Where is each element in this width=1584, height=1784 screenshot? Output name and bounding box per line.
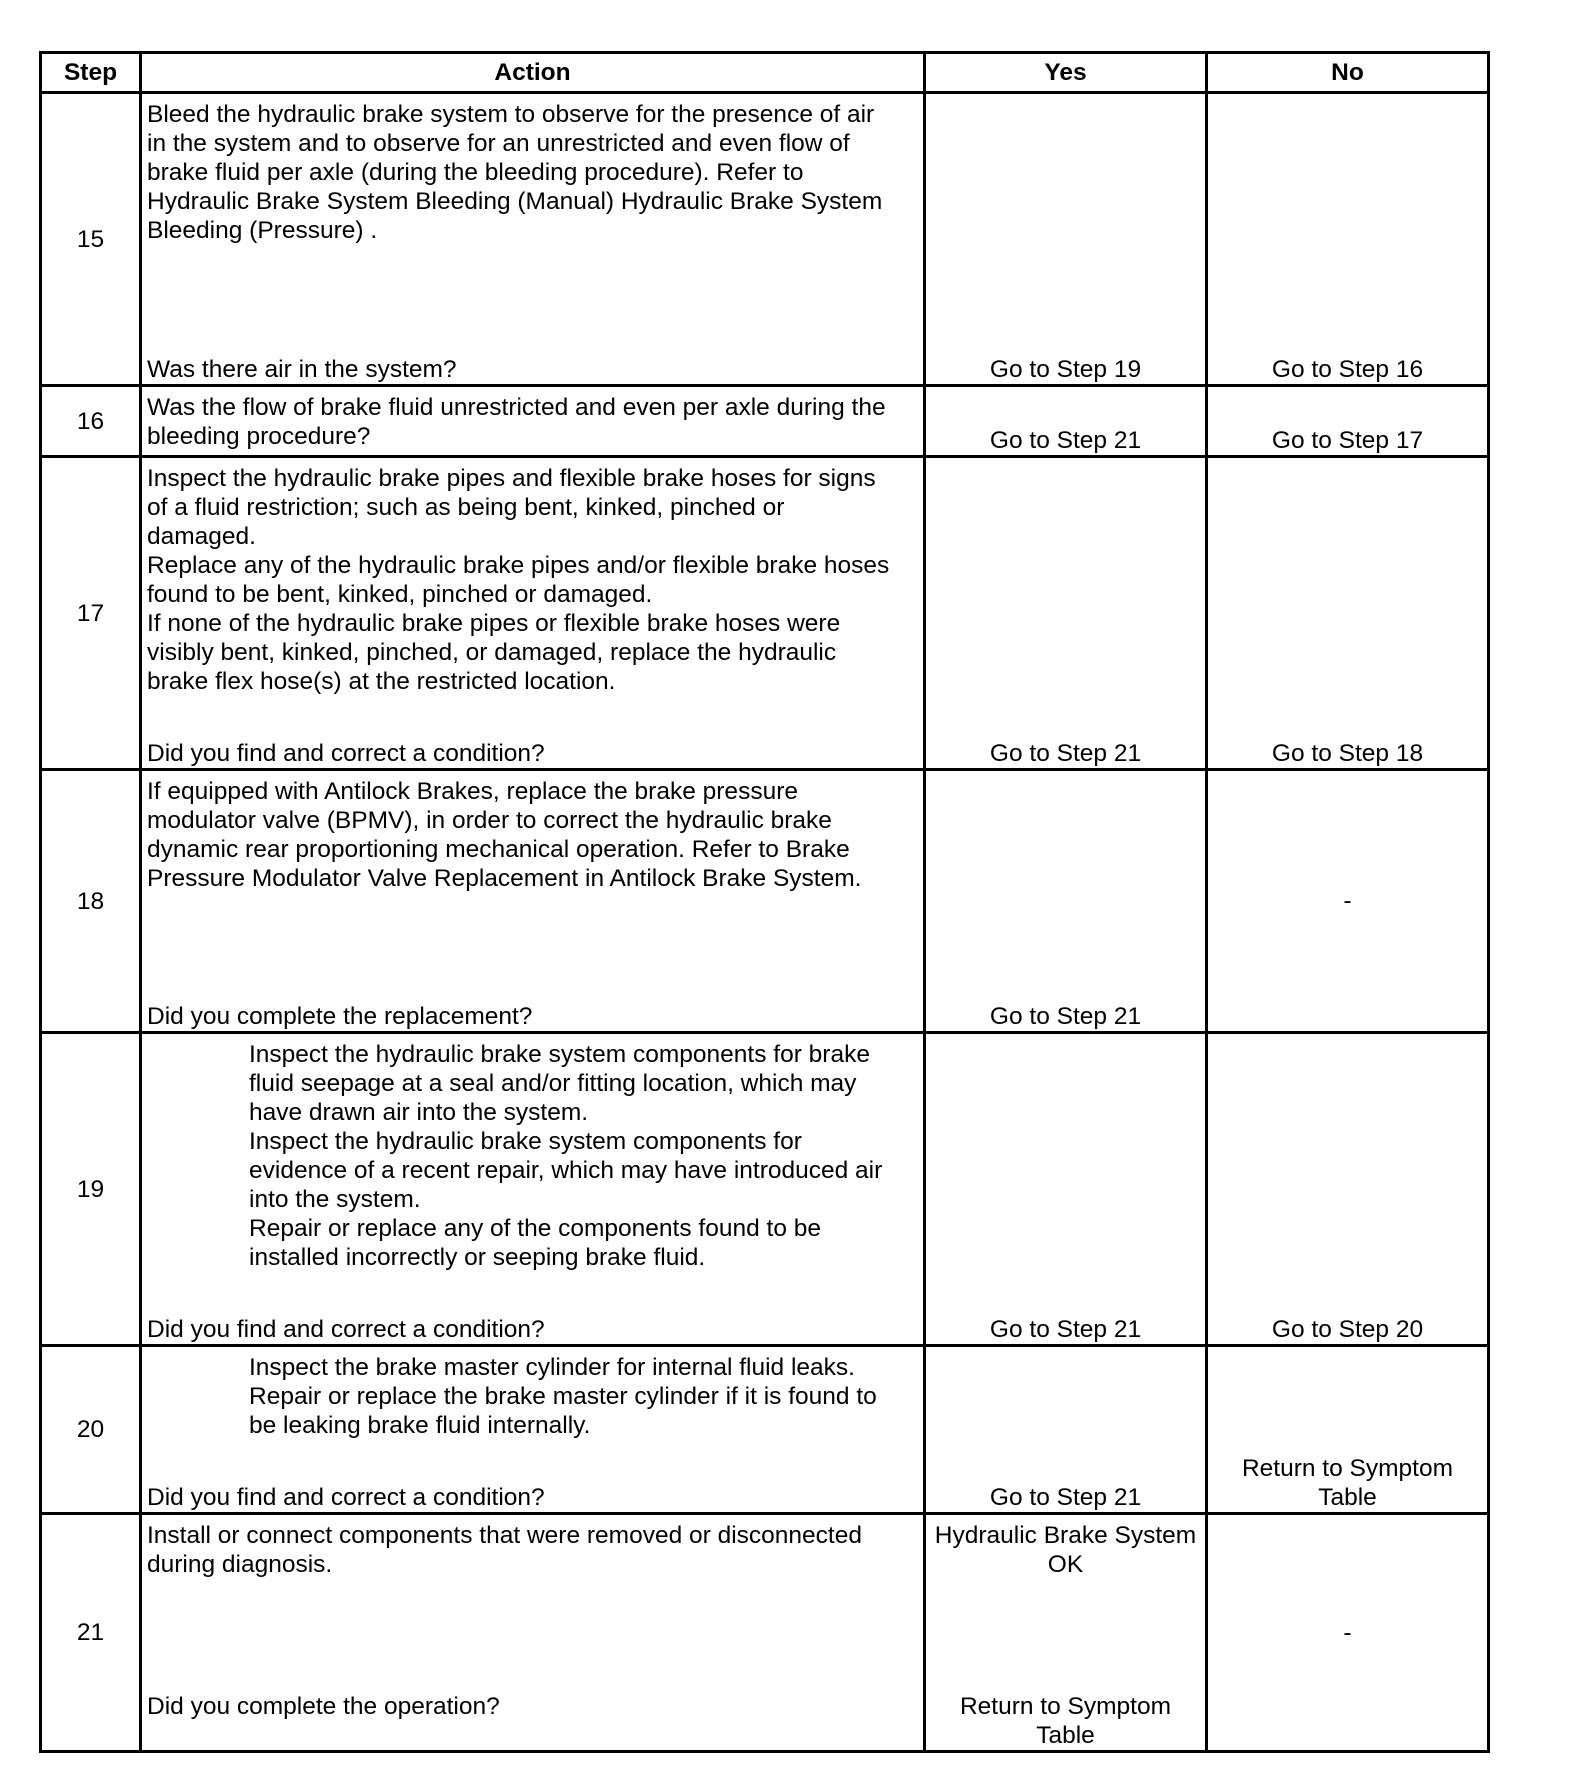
yes-cell xyxy=(925,770,1207,1033)
yes-text: Go to Step 19 xyxy=(989,356,1142,383)
question-text: Did you complete the replacement? xyxy=(147,1003,533,1030)
action-text: Was the flow of brake fluid unrestricted and even per axle during the bleeding procedure? xyxy=(147,394,886,450)
action-cell xyxy=(141,1033,925,1346)
question-text: Did you find and correct a condition? xyxy=(147,740,545,767)
no-cell xyxy=(1207,93,1489,386)
action-text: Inspect the hydraulic brake system components for brake fluid seepage at a seal and/or fitting location, which may have drawn air into the system. Inspect the hydraulic brake system components for evidence of a recent repair, which may have introduced air into the system. Repair or replace any of the components found to be installed incorrectly or seeping brake fluid. xyxy=(249,1041,883,1271)
no-text: - xyxy=(1343,1619,1352,1646)
header-row xyxy=(41,53,1489,93)
action-cell xyxy=(141,1514,925,1752)
no-cell xyxy=(1207,1514,1489,1752)
question-text: Did you complete the operation? xyxy=(147,1693,500,1720)
yes-text: Go to Step 21 xyxy=(989,1003,1142,1030)
action-cell xyxy=(141,457,925,770)
action-text: Inspect the hydraulic brake pipes and flexible brake hoses for signs of a fluid restriction; such as being bent, kinked, pinched or damaged. Replace any of the hydraulic brake pipes and/or flexible brake hoses found to be bent, kinked, pinched or damaged. If none of the hydraulic brake pipes or flexible brake hoses were visibly bent, kinked, pinched, or damaged, replace the hydraulic brake flex hose(s) at the restricted location. xyxy=(147,465,890,695)
no-text: Go to Step 20 xyxy=(1271,1316,1424,1343)
action-text: Install or connect components that were removed or disconnected during diagnosis. xyxy=(147,1522,862,1578)
no-cell xyxy=(1207,386,1489,457)
step-number: 15 xyxy=(41,93,141,386)
action-cell xyxy=(141,770,925,1033)
yes-text: Go to Step 21 xyxy=(989,1316,1142,1343)
question-text: Did you find and correct a condition? xyxy=(147,1316,545,1343)
no-cell xyxy=(1207,1033,1489,1346)
yes-text: Go to Step 21 xyxy=(989,1484,1142,1511)
header-action: Action xyxy=(141,53,925,93)
action-text: Inspect the brake master cylinder for internal fluid leaks. Repair or replace the brake master cylinder if it is found to be leaking brake fluid internally. xyxy=(249,1354,877,1439)
yes-cell xyxy=(925,1346,1207,1514)
header-step: Step xyxy=(41,53,141,93)
table-row xyxy=(41,93,1489,386)
no-cell xyxy=(1207,457,1489,770)
header-no: No xyxy=(1207,53,1489,93)
yes-text: Go to Step 21 xyxy=(989,427,1142,454)
action-cell xyxy=(141,93,925,386)
step-number: 19 xyxy=(41,1033,141,1346)
yes-cell xyxy=(925,1033,1207,1346)
step-number: 18 xyxy=(41,770,141,1033)
yes-cell xyxy=(925,1514,1207,1752)
yes-cell xyxy=(925,457,1207,770)
yes-text: Return to Symptom Table xyxy=(959,1693,1172,1749)
question-text: Did you find and correct a condition? xyxy=(147,1484,545,1511)
yes-cell xyxy=(925,93,1207,386)
step-number: 21 xyxy=(41,1514,141,1752)
diagnostic-table xyxy=(39,51,1490,1753)
no-text: Go to Step 17 xyxy=(1271,427,1424,454)
table-row xyxy=(41,386,1489,457)
table-row xyxy=(41,1346,1489,1514)
yes-top-text: Hydraulic Brake System OK xyxy=(934,1522,1197,1578)
action-cell xyxy=(141,1346,925,1514)
no-text: - xyxy=(1343,887,1352,915)
action-text: If equipped with Antilock Brakes, replace the brake pressure modulator valve (BPMV), in order to correct the hydraulic brake dynamic rear proportioning mechanical operation. Refer to Brake Pressure Modulator Valve Replacement in Antilock Brake System. xyxy=(147,778,862,892)
table-row xyxy=(41,457,1489,770)
no-cell xyxy=(1207,770,1489,1033)
yes-text: Go to Step 21 xyxy=(989,740,1142,767)
no-text: Go to Step 16 xyxy=(1271,356,1424,383)
step-number: 16 xyxy=(41,386,141,457)
question-text: Was there air in the system? xyxy=(147,356,457,383)
yes-cell xyxy=(925,386,1207,457)
table-row xyxy=(41,770,1489,1033)
no-text: Return to Symptom Table xyxy=(1241,1455,1454,1511)
no-text: Go to Step 18 xyxy=(1271,740,1424,767)
no-cell xyxy=(1207,1346,1489,1514)
table-row xyxy=(41,1033,1489,1346)
step-number: 17 xyxy=(41,457,141,770)
step-number: 20 xyxy=(41,1346,141,1514)
action-text: Bleed the hydraulic brake system to observe for the presence of air in the system and to observe for an unrestricted and even flow of brake fluid per axle (during the bleeding procedure). Refer to Hydraulic Brake System Bleeding (Manual) Hydraulic Brake System Bleeding (Pressure) . xyxy=(147,101,883,244)
action-cell xyxy=(141,386,925,457)
table-row xyxy=(41,1514,1489,1752)
header-yes: Yes xyxy=(925,53,1207,93)
